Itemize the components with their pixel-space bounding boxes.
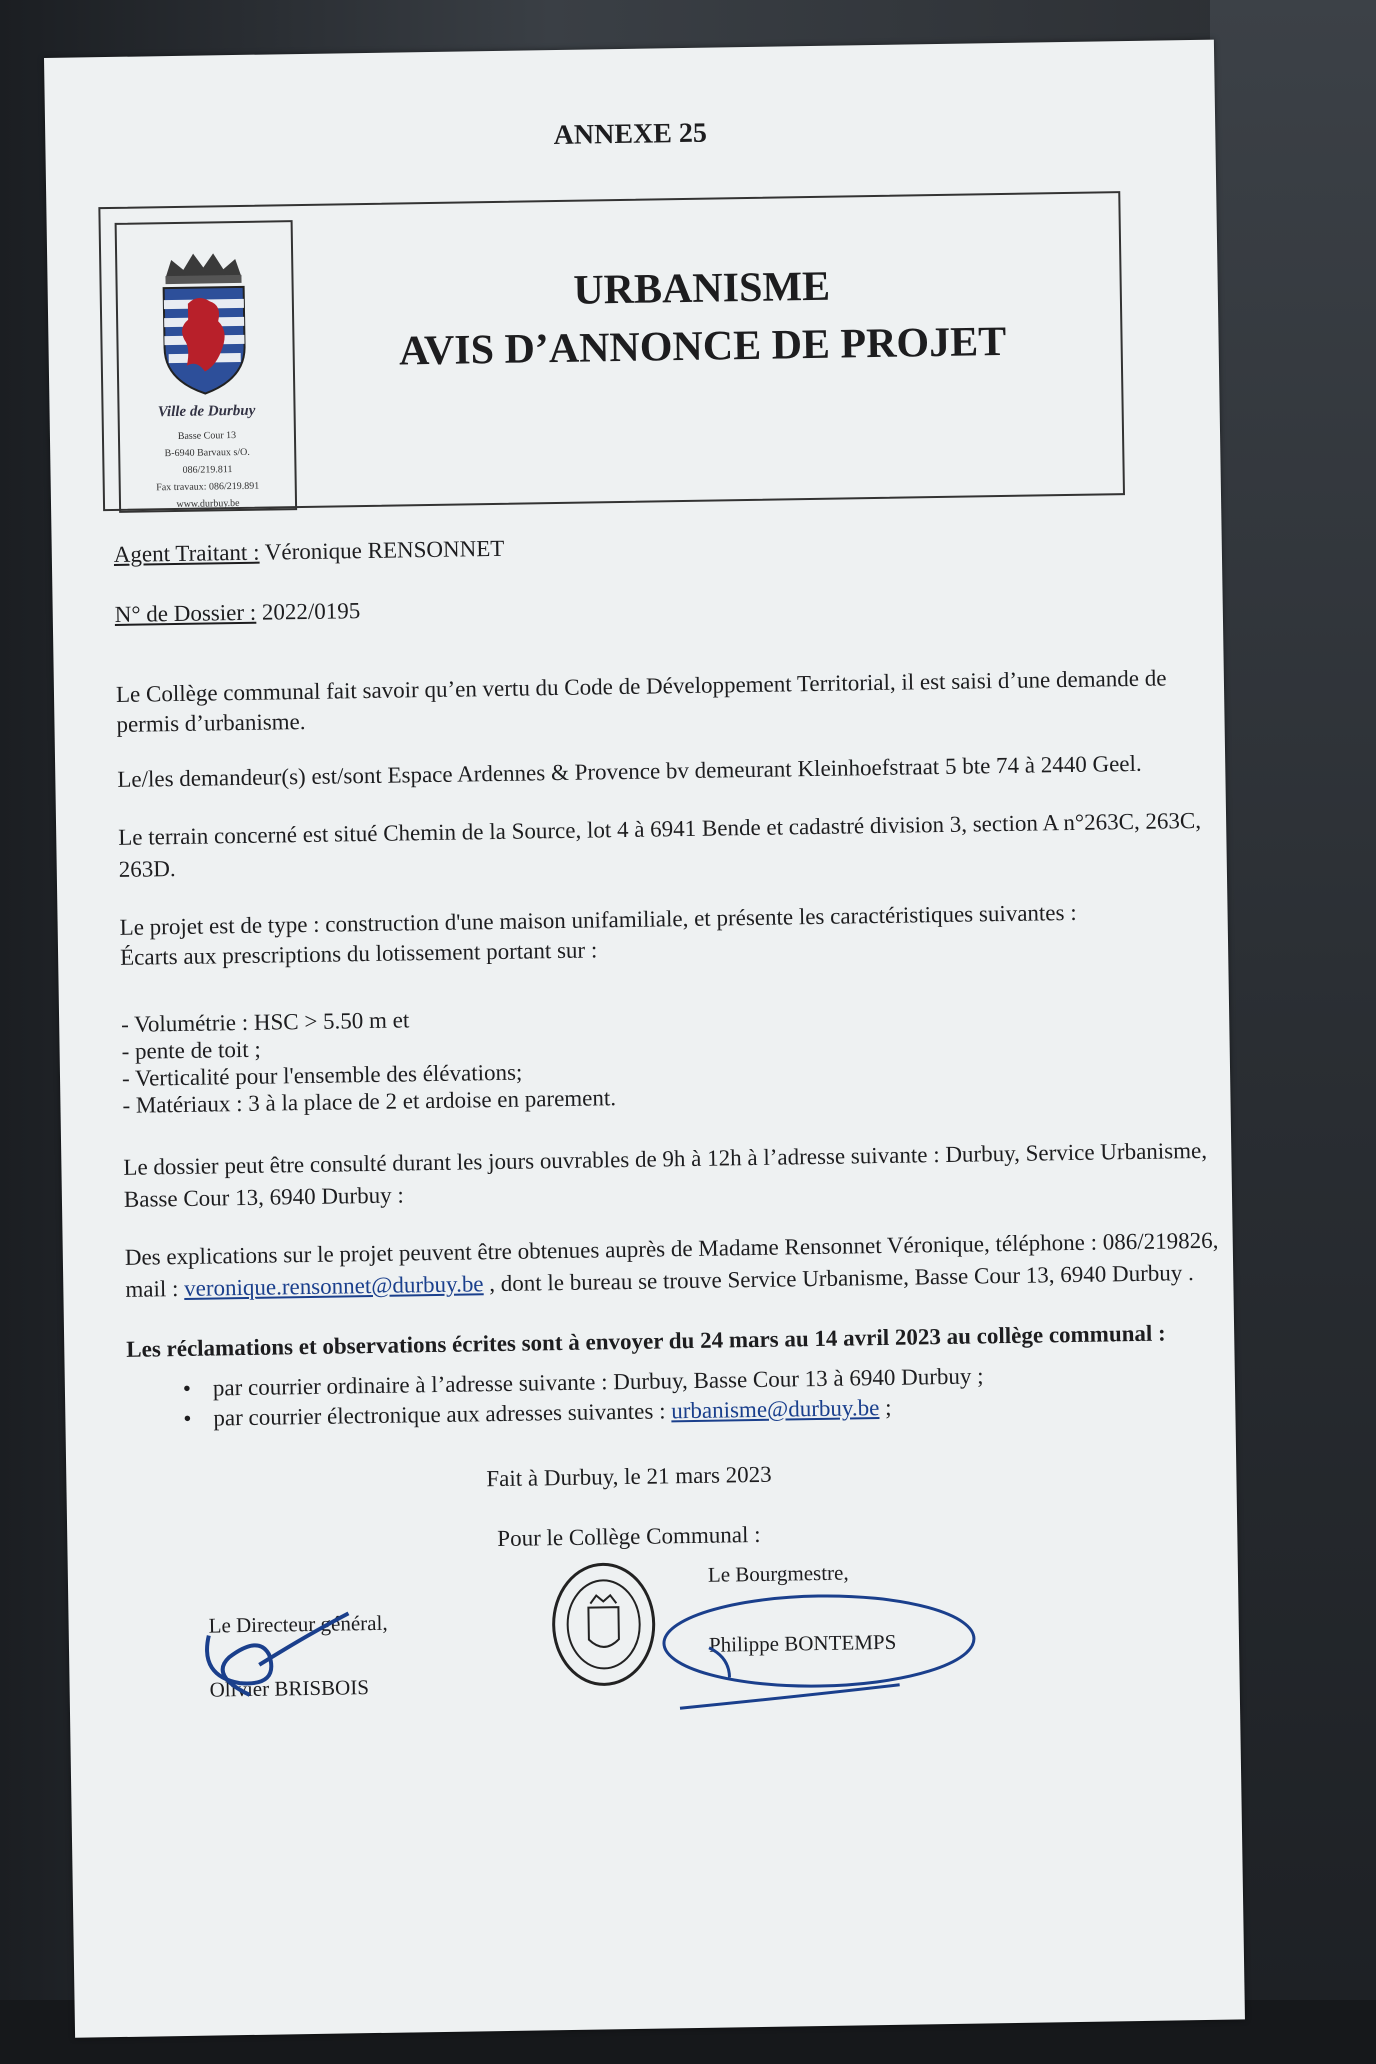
title-line: URBANISME (573, 263, 831, 314)
town-name: Ville de Durbuy (157, 402, 256, 421)
page-title (301, 253, 1103, 382)
list-item: - Matériaux : 3 à la place de 2 et ardoise en parement. (122, 1085, 617, 1118)
town-address (120, 426, 295, 514)
town-logo-block (115, 220, 298, 513)
address-line: Basse Cour 13 (177, 430, 237, 442)
paragraph-line: Le Collège communal fait savoir qu’en vertu du Code de Développement Territorial, il est saisi d’une demande de (115, 665, 1167, 707)
paragraph-line: permis d’urbanisme. (116, 708, 306, 737)
bullet-line: par courrier ordinaire à l’adresse suivante : Durbuy, Basse Cour 13 à 6940 Durbuy ; (212, 1363, 984, 1401)
paragraph-line: Le projet est de type : construction d'une maison unifamiliale, et présente les caractéristiques suivantes : (119, 899, 1077, 940)
paragraph-line: Basse Cour 13, 6940 Durbuy : (123, 1182, 404, 1212)
urbanisme-email-link[interactable]: urbanisme@durbuy.be (671, 1395, 880, 1424)
paragraph-line: Des explications sur le projet peuvent être obtenues auprès de Madame Rensonnet Véronique, téléphone : 086/219826, (124, 1227, 1219, 1270)
bullet-line (213, 1395, 891, 1432)
bullet-prefix: par courrier électronique aux adresses suivantes : (213, 1398, 672, 1431)
dossier-line (115, 598, 361, 628)
agent-value: Véronique RENSONNET (259, 535, 505, 565)
dossier-value: 2022/0195 (255, 598, 361, 625)
bourgmestre-signature-icon (648, 1584, 980, 1719)
college-line: Pour le Collège Communal : (497, 1521, 761, 1552)
paragraph-line: Le/les demandeur(s) est/sont Espace Ardennes & Provence bv demeurant Kleinhoefstraat 5 bte 74 à 2440 Geel. (117, 750, 1142, 792)
address-line: 086/219.811 (182, 464, 233, 476)
list-item: - Verticalité pour l'ensemble des élévations; (121, 1059, 523, 1091)
address-line: Fax travaux: 086/219.891 (156, 480, 260, 494)
agent-line (114, 536, 505, 568)
list-item: - pente de toit ; (121, 1036, 262, 1064)
paragraph-line: Le dossier peut être consulté durant les jours ouvrables de 9h à 12h à l’adresse suivante : Durbuy, Service Urbanisme, (123, 1137, 1208, 1180)
agent-label: Agent Traitant : (113, 539, 260, 567)
directeur-title: Le Directeur général, (208, 1610, 388, 1638)
bourgmestre-name: Philippe BONTEMPS (708, 1629, 897, 1657)
bourgmestre-title: Le Bourgmestre, (707, 1560, 849, 1587)
paragraph-line: Écarts aux prescriptions du lotissement portant sur : (119, 937, 598, 970)
paragraph-line: Le terrain concerné est situé Chemin de la Source, lot 4 à 6941 Bende et cadastré division 3, section A n°263C, 263C, (118, 807, 1202, 850)
address-line: www.durbuy.be (176, 497, 240, 510)
commune-stamp-icon (548, 1559, 660, 1691)
notice-document (44, 40, 1245, 2038)
annexe-label: ANNEXE 25 (553, 117, 708, 152)
paragraph-line: 263D. (118, 856, 176, 882)
dossier-label: N° de Dossier : (114, 599, 257, 627)
bullet-suffix: ; (879, 1394, 892, 1421)
list-item: - Volumétrie : HSC > 5.50 m et (120, 1007, 410, 1037)
title-line: AVIS D’ANNONCE DE PROJET (398, 318, 1007, 375)
directeur-name: Olivier BRISBOIS (209, 1675, 370, 1702)
contact-email-link[interactable]: veronique.rensonnet@durbuy.be (183, 1271, 484, 1301)
bullet-icon: • (182, 1375, 192, 1401)
bullet-icon: • (183, 1405, 192, 1431)
header-box (98, 191, 1125, 511)
durbuy-crest-icon (157, 247, 251, 396)
date-line: Fait à Durbuy, le 21 mars 2023 (486, 1461, 772, 1492)
mail-prefix: mail : (125, 1275, 185, 1302)
directeur-signature-icon (188, 1593, 360, 1706)
reclamation-notice: Les réclamations et observations écrites sont à envoyer du 24 mars au 14 avril 2023 au collège communal : (126, 1320, 1166, 1362)
address-line: B-6940 Barvaux s/O. (164, 446, 250, 460)
mail-suffix: , dont le bureau se trouve Service Urbanisme, Basse Cour 13, 6940 Durbuy . (483, 1260, 1194, 1297)
